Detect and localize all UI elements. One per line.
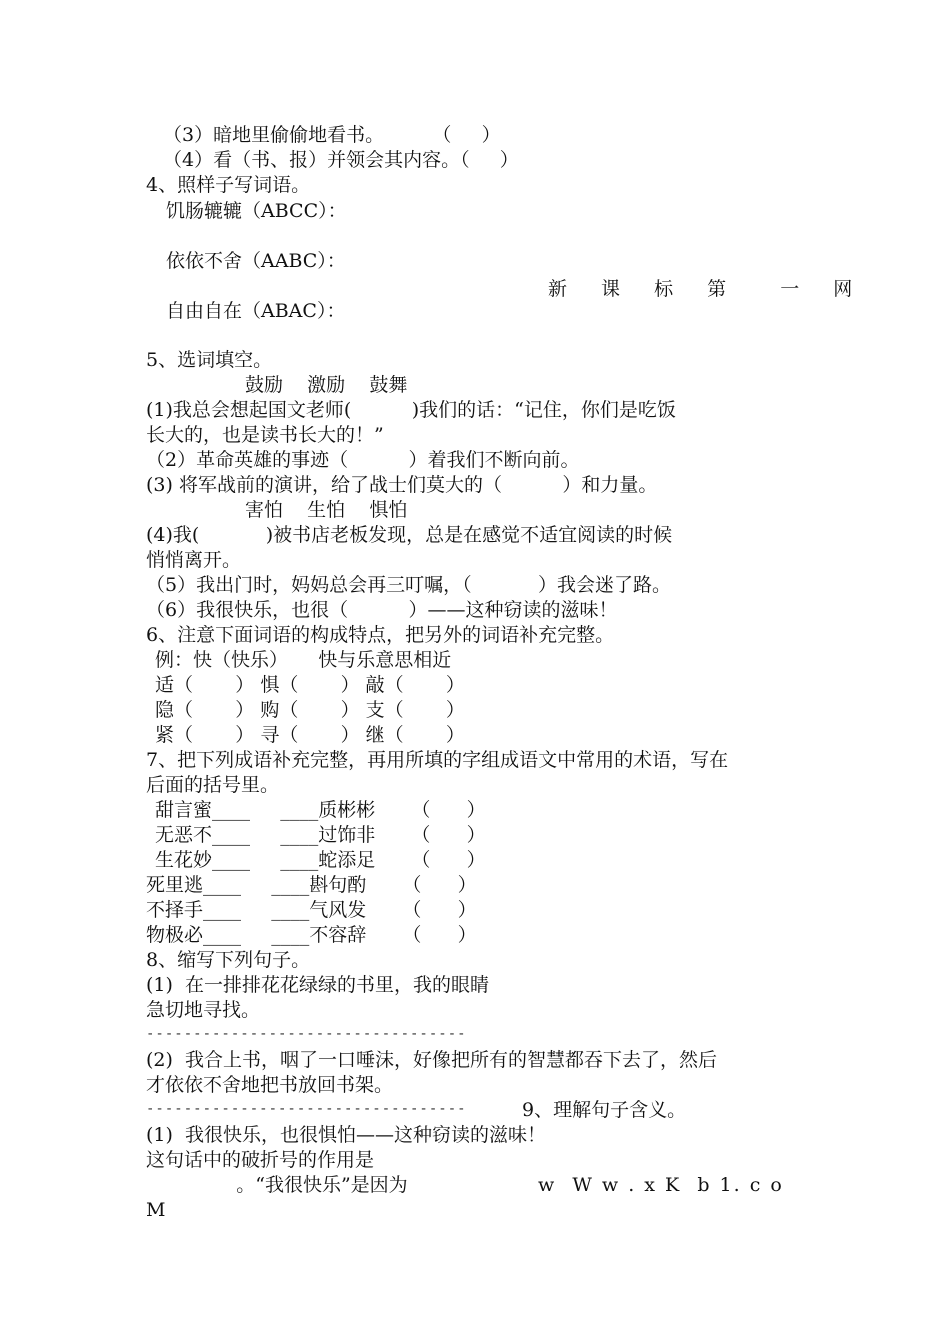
answer-line-2: ---------------------------------- xyxy=(146,1101,467,1117)
watermark-url: w W w . x K b 1. c o xyxy=(538,1174,784,1196)
q9-sentence-1: (1) 我很快乐，也很惧怕——这种窃读的滋味！ xyxy=(146,1124,546,1146)
q9-sentence-3: 。“我很快乐”是因为 xyxy=(200,1174,408,1196)
q7-title-b: 后面的括号里。 xyxy=(146,774,280,796)
q5-sentence-2: （2）革命英雄的事迹（ ）着我们不断向前。 xyxy=(146,449,580,471)
q9-title: 9、理解句子含义。 xyxy=(522,1099,687,1121)
q5-words-2: 害怕 生怕 惧怕 xyxy=(245,499,408,521)
q8-sentence-1b: 急切地寻找。 xyxy=(146,999,261,1021)
q5-sentence-6: （6）我很快乐，也很（ ）——这种窃读的滋味！ xyxy=(146,599,618,621)
q7-row-6: 物极必____ ____不容辞 （ ） xyxy=(146,924,477,946)
q7-row-4: 死里逃____ ____斟句酌 （ ） xyxy=(146,874,477,896)
q8-sentence-2a: (2) 我合上书，咽了一口唾沫，好像把所有的智慧都吞下去了，然后 xyxy=(146,1049,717,1071)
q4-abac: 自由自在（ABAC）： xyxy=(166,300,346,322)
q5-sentence-3: (3) 将军战前的演讲，给了战士们莫大的（ ）和力量。 xyxy=(146,474,658,496)
q5-words-1: 鼓励 激励 鼓舞 xyxy=(245,374,408,396)
q5-sentence-1b: 长大的，也是读书长大的！” xyxy=(146,424,384,446)
q8-title: 8、缩写下列句子。 xyxy=(146,949,311,971)
watermark-url-tail: M xyxy=(146,1199,166,1221)
q6-title: 6、注意下面词语的构成特点，把另外的词语补充完整。 xyxy=(146,624,615,646)
q7-row-1: 甜言蜜____ ____质彬彬 （ ） xyxy=(155,799,486,821)
q7-title-a: 7、把下列成语补充完整，再用所填的字组成语文中常用的术语，写在 xyxy=(146,749,729,771)
q7-row-5: 不择手____ ____气风发 （ ） xyxy=(146,899,477,921)
q5-sentence-1a: (1)我总会想起国文老师( )我们的话：“记住，你们是吃饭 xyxy=(146,399,676,421)
q4-aabc: 依依不舍（AABC）： xyxy=(166,250,346,272)
q6-row-1: 适（ ） 惧（ ） 敲（ ） xyxy=(155,674,465,696)
q6-example: 例：快（快乐） 快与乐意思相近 xyxy=(155,649,452,671)
q6-row-2: 隐（ ） 购（ ） 支（ ） xyxy=(155,699,465,721)
q4-title: 4、照样子写词语。 xyxy=(146,174,311,196)
answer-line-1: ---------------------------------- xyxy=(146,1026,467,1042)
q5-title: 5、选词填空。 xyxy=(146,349,273,371)
q5-sentence-4b: 悄悄离开。 xyxy=(146,549,242,571)
q8-sentence-2b: 才依依不舍地把书放回书架。 xyxy=(146,1074,394,1096)
watermark-text: 新 课 标 第 一 网 xyxy=(548,278,867,300)
q3-item-4: （4）看（书、报）并领会其内容。（ ） xyxy=(163,149,519,171)
q9-sentence-2: 这句话中的破折号的作用是 xyxy=(146,1149,375,1171)
q5-sentence-4a: (4)我( )被书店老板发现，总是在感觉不适宜阅读的时候 xyxy=(146,524,673,546)
q6-row-3: 紧（ ） 寻（ ） 继（ ） xyxy=(155,724,465,746)
q7-row-2: 无恶不____ ____过饰非 （ ） xyxy=(155,824,486,846)
q5-sentence-5: （5）我出门时，妈妈总会再三叮嘱，（ ）我会迷了路。 xyxy=(146,574,672,596)
q3-item-3: （3）暗地里偷偷地看书。 （ ） xyxy=(163,124,501,146)
q8-sentence-1a: (1) 在一排排花花绿绿的书里，我的眼睛 xyxy=(146,974,489,996)
q7-row-3: 生花妙____ ____蛇添足 （ ） xyxy=(155,849,486,871)
q4-abcc: 饥肠辘辘（ABCC）： xyxy=(166,200,347,222)
